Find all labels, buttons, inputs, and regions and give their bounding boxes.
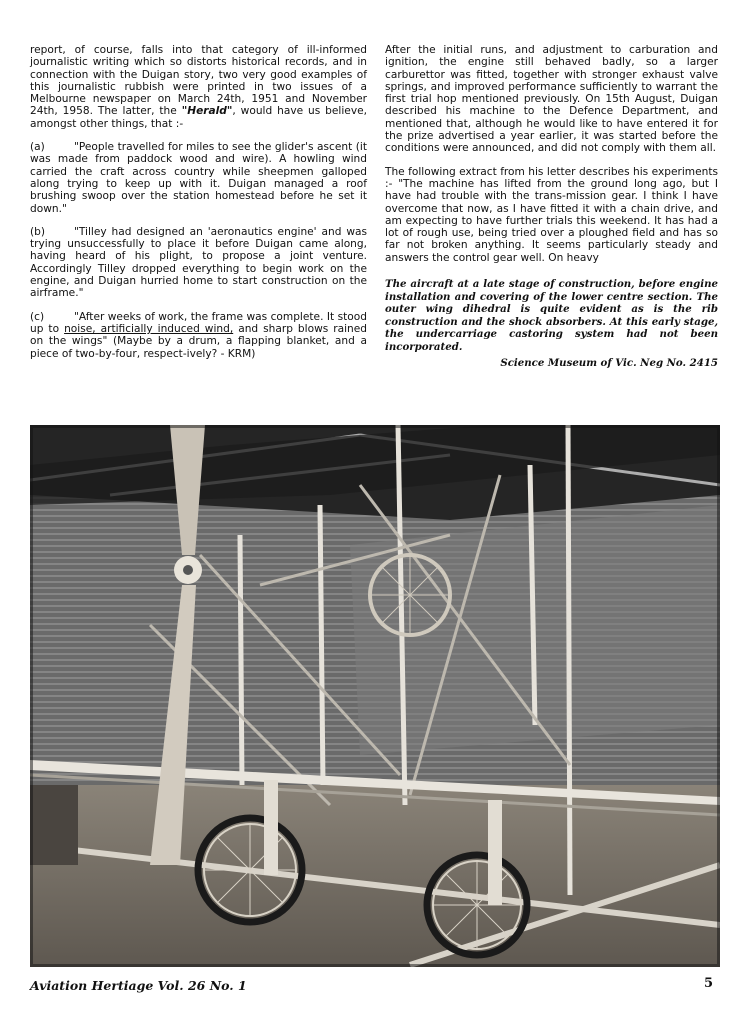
herald-name: "Herald"	[181, 105, 233, 118]
quote-a-label: (a)	[30, 141, 45, 154]
quote-c-text-2: and sharp blows rained on the wings" (Maybe by a drum, a flapping blanket, and a piece of two-by-four, respect-ively? - KRM)	[30, 322, 367, 360]
right-paragraph-2: The following extract from his letter describes his experiments :- "The machine has lifted from the ground long ago, but I have had trouble with the trans-mission gear. I think I have overcome that now, as I have fitted it with a chain drive, and am expecting to have further trials this weekend. It has had a lot of rough use, being tried over a ploughed field and has so far not broken anything. It seems particularly steady and answers the control gear well. On heavy	[385, 165, 718, 264]
right-column	[385, 44, 718, 369]
intro-end-text: , would have us believe, amongst other things, that :-	[30, 105, 367, 130]
page-number: 5	[704, 976, 714, 991]
quote-a	[30, 141, 367, 215]
quote-c-text-1: "After weeks of work, the frame was complete. It stood up to	[30, 310, 367, 335]
quote-b-label: (b)	[30, 225, 45, 238]
intro-paragraph	[30, 44, 367, 130]
photo-caption: The aircraft at a late stage of construction, before engine installation and covering of the lower centre section. The outer wing dihedral is quite evident as is the rib construction and the shock absorbers. At this early stage, the undercarriage castoring system had not been incorporated.	[385, 278, 718, 354]
quote-c	[30, 311, 367, 360]
quote-a-text: "People travelled for miles to see the glider's ascent (it was made from paddock wood and wire). A howling wind carried the craft across country while sheepmen galloped along trying to keep up with it. Duigan managed a roof brushing swoop over the station homestead before he set it down."	[30, 141, 367, 215]
quote-b-text: "Tilley had designed an 'aeronautics engine' and was trying unsuccessfully to place it before Duigan came along, having heard of his plight, to propose a joint venture. Accordingly Tilley dropped everything to begin work on the engine, and Duigan hurried home to start construction on the airframe."	[30, 225, 367, 300]
intro-text: report, of course, falls into that category of ill-informed journalistic writing which so distorts historical records, and in connection with the Duigan story, two very good examples of this journalistic rubbish were printed in two issues of a Melbourne newspaper on March 24th, 1951 and November 24th, 1958. The latter, the	[30, 44, 367, 118]
quote-b	[30, 226, 367, 300]
aircraft-photo	[30, 425, 720, 967]
right-paragraph-1: After the initial runs, and adjustment to carburation and ignition, the engine still behaved badly, so a larger carburettor was fitted, together with stronger exhaust valve springs, and improved performance sufficiently to warrant the first trial hop mentioned previously. On 15th August, Duigan described his machine to the Defence Department, and mentioned that, although he would like to have entered it for the prize advertised a year earlier, it was started before the conditions were announced, and did not comply with them all.	[385, 44, 718, 155]
quote-c-underlined: noise, artificially induced wind,	[64, 322, 234, 335]
left-column	[30, 44, 367, 371]
photo-credit: Science Museum of Vic. Neg No. 2415	[500, 356, 718, 369]
journal-footer: Aviation Hertiage Vol. 26 No. 1	[30, 978, 247, 993]
quote-c-label: (c)	[30, 310, 45, 323]
